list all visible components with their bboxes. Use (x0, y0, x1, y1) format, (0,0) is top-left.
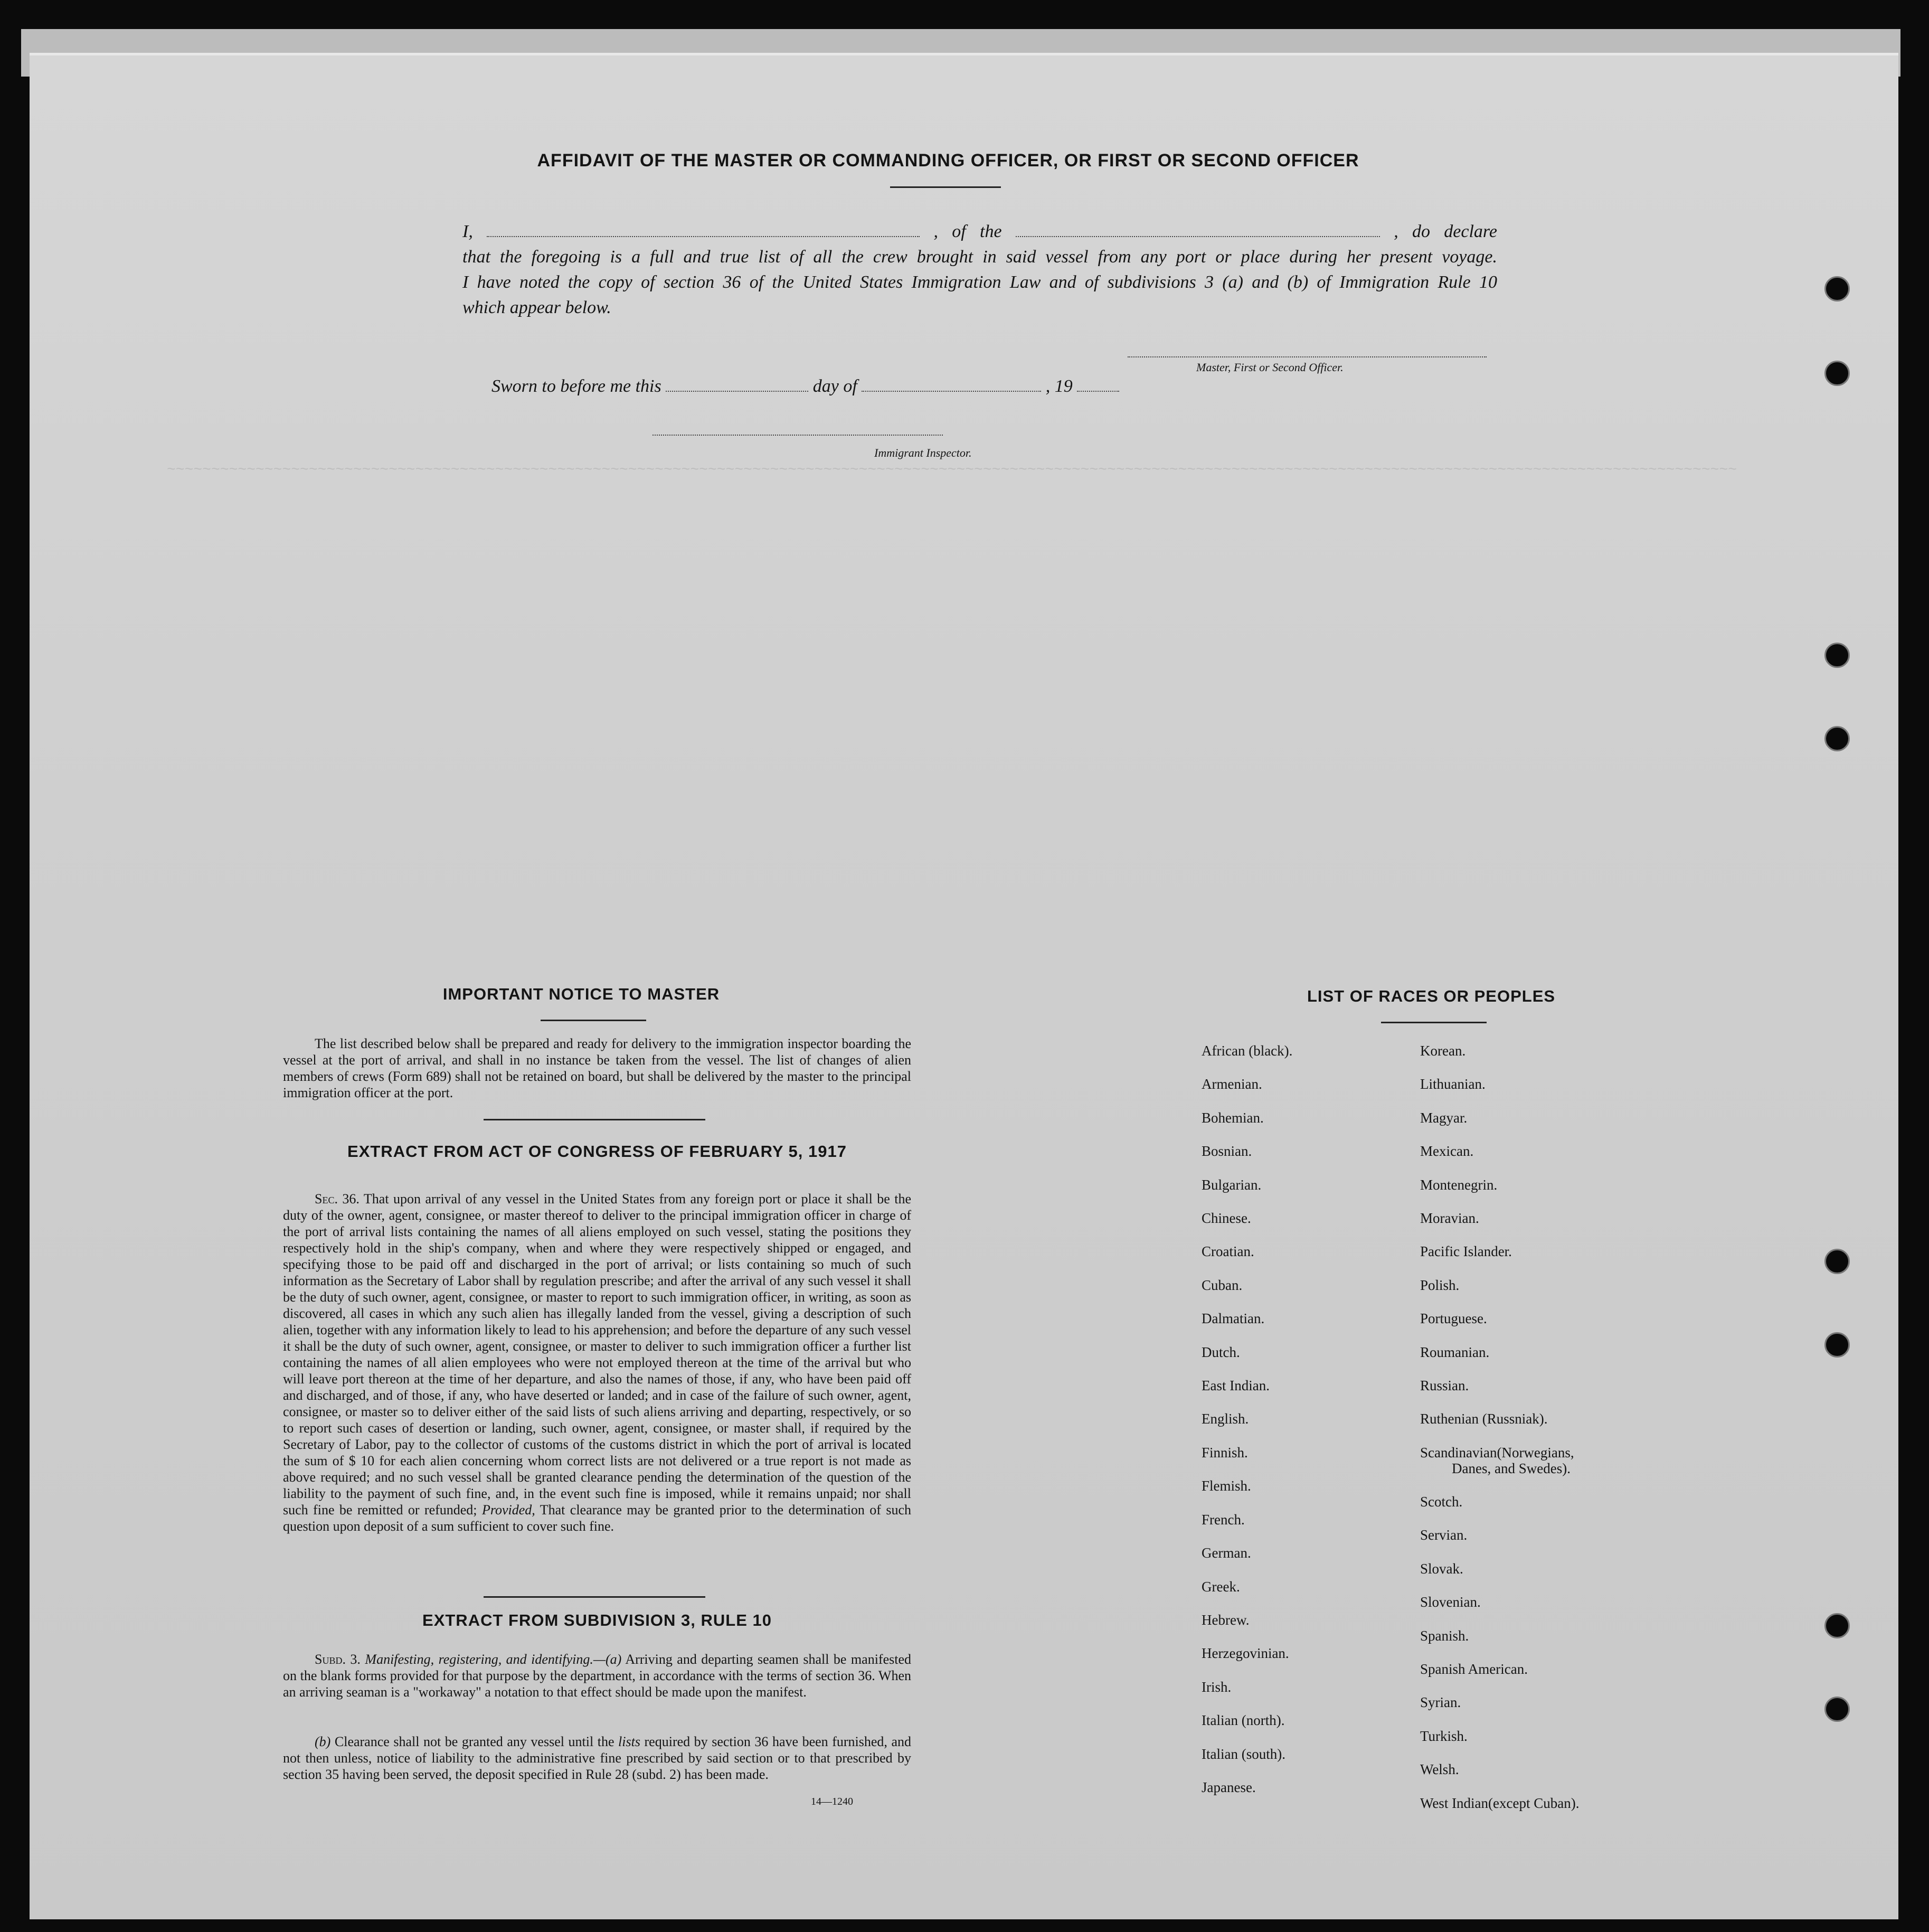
declaration-text-line: I have noted the copy of section 36 of the United States Immigration Law and of subdivisions 3 (a) and (b) of Immigration Rule 10 (462, 272, 1497, 292)
races-rule (1381, 1022, 1487, 1023)
race-item: Ruthenian (Russniak). (1420, 1411, 1548, 1427)
rule-a-label: —(a) (593, 1652, 622, 1667)
signature-caption: Master, First or Second Officer. (1196, 361, 1344, 374)
race-item: Spanish. (1420, 1627, 1469, 1644)
sworn-day-label: day of (812, 376, 857, 396)
rule-title: EXTRACT FROM SUBDIVISION 3, RULE 10 (422, 1611, 772, 1629)
race-item: Hebrew. (1202, 1611, 1250, 1628)
race-item: French. (1202, 1511, 1245, 1528)
race-item: Bulgarian. (1202, 1176, 1262, 1193)
race-item: Servian. (1420, 1527, 1468, 1543)
race-item: Italian (south). (1202, 1746, 1285, 1762)
race-item: Turkish. (1420, 1728, 1468, 1744)
rule-heading: Manifesting, registering, and identifying. (365, 1652, 593, 1667)
race-item: Herzegovinian. (1202, 1645, 1289, 1662)
declarant-prefix: I, (462, 222, 473, 241)
sworn-day-field[interactable] (666, 375, 808, 392)
race-item: Mexican. (1420, 1143, 1474, 1160)
punch-hole (1824, 1697, 1850, 1722)
race-item: Flemish. (1202, 1478, 1251, 1494)
rule-text-b (283, 1733, 911, 1783)
affidavit-title: AFFIDAVIT OF THE MASTER OR COMMANDING OFFICER, OR FIRST OR SECOND OFFICER (537, 150, 1359, 171)
race-item: English. (1202, 1411, 1249, 1427)
rule-b-lists: lists (618, 1734, 640, 1749)
race-item: Dutch. (1202, 1344, 1240, 1360)
race-item: Chinese. (1202, 1210, 1251, 1227)
section-rule (484, 1596, 705, 1598)
declarant-name-field[interactable] (487, 220, 920, 237)
inspector-caption: Immigrant Inspector. (874, 446, 972, 459)
rule-text (283, 1651, 911, 1700)
race-item: Armenian. (1202, 1076, 1262, 1092)
race-item: Bohemian. (1202, 1109, 1264, 1126)
act-body: That upon arrival of any vessel in the United States from any foreign port or place it shall be the duty of the owner, agent, consignee, or master thereof to deliver to the principal immigration officer in charge of the port of arrival lists containing the names of all aliens employed on such vessel, stating the positions they respectively hold in the ship's company, when and where they were respectively shipped or engaged, and specifying those to be paid off and discharged in the port of arrival; or lists containing so much of such information as the Secretary of Labor shall by regulation prescribe; and after the arrival of any such vessel it shall be the duty of such owner, agent, consignee, or master to report to such immigration officer, in writing, as soon as discovered, all cases in which any such alien has illegally landed from the vessel, giving a description of such alien, together with any information likely to lead to his apprehension; and before the departure of any such vessel it shall be the duty of such owner, agent, consignee, or master to deliver to such immigration officer a further list containing the names of all alien employees who were not employed thereon at the time of the arrival but who will leave port thereon at the time of her departure, and also the names of those, if any, who have been paid off and discharged, and of those, if any, who have deserted or landed; and in case of the failure of such owner, agent, consignee, or master so to deliver either of the said lists of such aliens arriving and departing, respectively, or so to report such cases of desertion or landing, such owner, agent, consignee, or master shall, if required by the Secretary of Labor, pay to the collector of customs of the customs district in which the port of arrival is located the sum of $ 10 for each alien concerning whom correct lists are not delivered or a true report is not made as above required; and no such vessel shall be granted clearance pending the determination of the question of the liability to the payment of such fine, and, in the event such fine is imposed, while it remains unpaid; nor shall such fine be remitted or refunded; (283, 1191, 911, 1518)
punch-hole (1824, 643, 1850, 668)
rule-a-text: Arriving and departing seamen shall be manifested on the blank forms provided for that purpose by the department, in accordance with the terms of section 36. When an arriving seaman is a "workaway" a notation to that effect should be made upon the manifest. (283, 1652, 912, 1700)
race-item: Portuguese. (1420, 1311, 1487, 1327)
act-text (283, 1191, 911, 1534)
punch-hole (1824, 276, 1850, 301)
punch-hole (1824, 361, 1850, 386)
race-item: Danes, and Swedes). (1452, 1460, 1571, 1476)
declare-label: , do declare (1394, 222, 1497, 241)
sworn-line (491, 375, 1119, 397)
bleed-through-text: ~~~~~~~~~~~~~~~~~~~~~~~~~~~~~~~~~~~~~~~~~~~~~~~~~~~~~~~~~~~~~~~~~~~~~~~~~~~~~~~~~~~~~~~~~~~~~~~~~~~~~~~~~~~~~~~~~~~~~~~~~~~~~~~~~~~~~~~~~~~~~~~~~~~~~~~~~~~~~~~~~~~~~~~~~~~~~~~~~ (167, 462, 1737, 478)
punch-hole (1824, 726, 1850, 751)
race-item: Welsh. (1420, 1761, 1459, 1778)
race-item: Dalmatian. (1202, 1311, 1265, 1327)
race-item: Slovenian. (1420, 1594, 1481, 1610)
race-item: Lithuanian. (1420, 1076, 1486, 1092)
vessel-name-field[interactable] (1016, 220, 1380, 237)
act-title: EXTRACT FROM ACT OF CONGRESS OF FEBRUARY 5, 1917 (347, 1142, 847, 1161)
races-right-column (1420, 1034, 1579, 1820)
race-item: Irish. (1202, 1679, 1232, 1695)
rule-subd-label: Subd. 3. (315, 1652, 361, 1667)
form-number: 14—1240 (811, 1796, 853, 1807)
race-item: Croatian. (1202, 1243, 1254, 1260)
rule-b-label: (b) (315, 1734, 331, 1749)
title-rule (890, 186, 1001, 188)
notice-title: IMPORTANT NOTICE TO MASTER (442, 985, 720, 1003)
declaration-line (462, 219, 1497, 244)
race-item: African (black). (1202, 1043, 1293, 1059)
punch-hole (1824, 1613, 1850, 1638)
punch-hole (1824, 1332, 1850, 1358)
act-provided: Provided, (481, 1502, 535, 1518)
sworn-month-field[interactable] (862, 375, 1041, 392)
race-item: Scandinavian(Norwegians, (1420, 1444, 1574, 1460)
of-the-label: , of the (933, 222, 1002, 241)
race-item: Greek. (1202, 1578, 1240, 1595)
document-page (30, 53, 1898, 1919)
race-item: Bosnian. (1202, 1143, 1252, 1160)
master-signature-field[interactable] (1128, 341, 1487, 357)
race-item: East Indian. (1202, 1378, 1270, 1394)
sworn-year-field[interactable] (1077, 375, 1119, 392)
race-item: Korean. (1420, 1043, 1466, 1059)
race-item: Moravian. (1420, 1210, 1479, 1227)
race-item: West Indian(except Cuban). (1420, 1795, 1580, 1811)
race-item: German. (1202, 1545, 1251, 1561)
race-item: Pacific Islander. (1420, 1243, 1512, 1260)
notice-body: The list described below shall be prepared and ready for delivery to the immigration inspector boarding the vessel at the port of arrival, and shall in no instance be taken from the vessel. The list of changes of alien members of crews (Form 689) shall not be retained on board, but shall be delivered by the master to the principal immigration officer at the port. (283, 1036, 911, 1100)
race-item: Cuban. (1202, 1277, 1243, 1293)
notice-text (283, 1035, 911, 1101)
race-item: Japanese. (1202, 1779, 1256, 1795)
rule-b-text-1: Clearance shall not be granted any vessel until the (334, 1734, 614, 1749)
race-item: Montenegrin. (1420, 1176, 1498, 1193)
sworn-prefix: Sworn to before me this (491, 376, 661, 396)
race-item: Roumanian. (1420, 1344, 1490, 1360)
section-rule (484, 1119, 705, 1120)
declaration-text-line: that the foregoing is a full and true list of all the crew brought in said vessel from any port or place during her present voyage. (462, 247, 1497, 267)
race-item: Spanish American. (1420, 1661, 1528, 1677)
race-item: Italian (north). (1202, 1712, 1285, 1729)
race-item: Slovak. (1420, 1560, 1463, 1577)
race-item: Russian. (1420, 1378, 1469, 1394)
race-item: Polish. (1420, 1277, 1460, 1293)
sworn-year-label: , 19 (1045, 376, 1073, 396)
race-item: Magyar. (1420, 1109, 1468, 1126)
rule-b-text-2: required by section 36 have been furnished, and not then unless, notice of liability to the administrative fine prescribed by said section or to that prescribed by section 35 having been served, the deposit specified in Rule 28 (subd. 2) has been made. (283, 1734, 911, 1782)
act-section-label: Sec. 36. (315, 1191, 360, 1207)
race-item: Syrian. (1420, 1694, 1461, 1711)
act-body-end: That clearance may be granted prior to the determination of such question upon deposit of a sum sufficient to cover such fine. (283, 1502, 912, 1534)
notice-rule (541, 1020, 646, 1021)
races-left-column (1202, 1034, 1292, 1804)
punch-hole (1824, 1249, 1850, 1274)
race-item: Scotch. (1420, 1493, 1463, 1510)
races-title: LIST OF RACES OR PEOPLES (1307, 987, 1556, 1005)
declaration-text-line: which appear below. (462, 298, 611, 317)
race-item: Finnish. (1202, 1444, 1248, 1460)
inspector-signature-field[interactable] (653, 419, 943, 436)
